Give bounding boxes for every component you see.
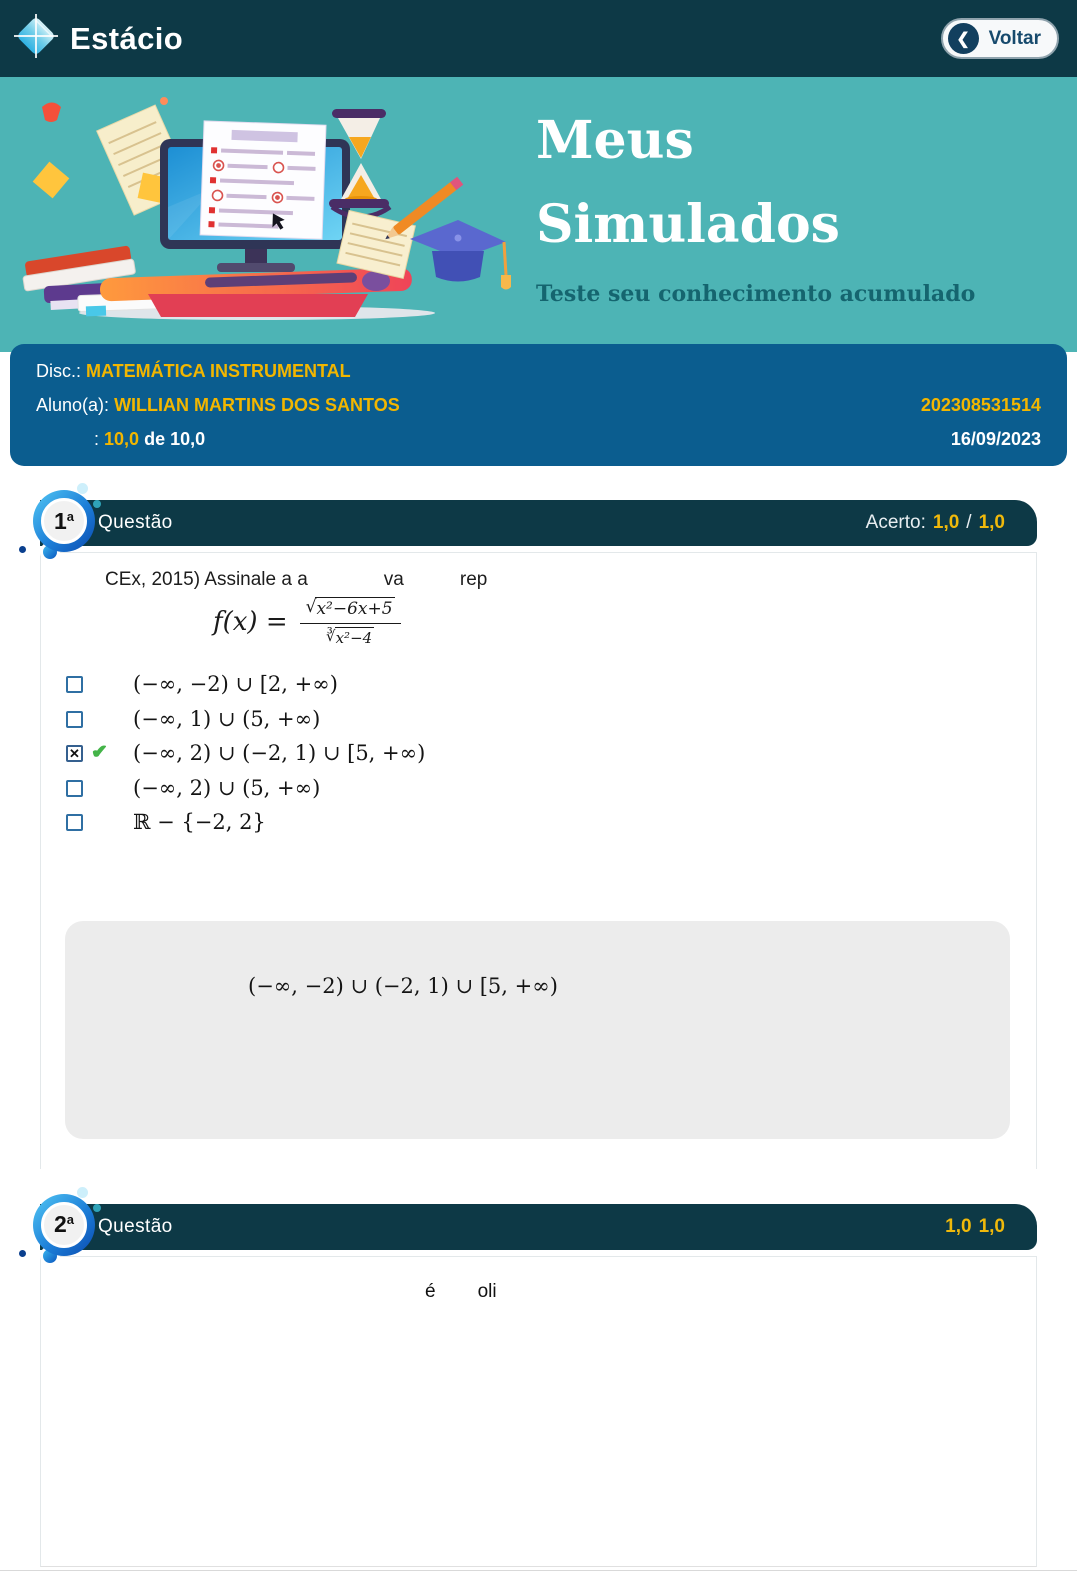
question-2-header xyxy=(40,1204,1037,1250)
question-2-title: Questão xyxy=(98,1215,173,1237)
option-text: (−∞, 2) ∪ (−2, 1) ∪ [5, +∞) xyxy=(133,741,426,765)
option-text: (−∞, 1) ∪ (5, +∞) xyxy=(133,706,321,731)
estacio-logo-icon xyxy=(12,12,60,65)
page-title: Meus Simulados xyxy=(536,110,840,256)
exam-info-bar xyxy=(10,344,1067,466)
badge-bubble-icon xyxy=(19,1250,26,1257)
exam-date: 16/09/2023 xyxy=(950,429,1041,449)
question-2-prompt: é oli xyxy=(425,1280,497,1302)
question-1-number-badge: 1 $^a$ xyxy=(27,482,107,564)
question-2-score: 1,0 1,0 xyxy=(945,1215,1005,1237)
registration-number: 202308531514 xyxy=(920,395,1041,415)
answer-explanation-box xyxy=(65,921,1010,1139)
student-name: WILLIAN MARTINS DOS SANTOS xyxy=(114,395,400,415)
brand-name: Estácio xyxy=(70,20,184,56)
badge-bubble-icon xyxy=(93,500,101,508)
option-checkbox[interactable] xyxy=(66,814,83,831)
option-row xyxy=(41,740,1036,775)
question-1-title: Questão xyxy=(98,512,173,533)
page-subtitle: Teste seu conhecimento acumulado xyxy=(536,281,976,308)
top-navbar xyxy=(0,0,1077,77)
question-1-header xyxy=(40,500,1037,546)
score-value: 10,0 xyxy=(104,429,140,449)
back-chevron-icon: ❮ xyxy=(948,23,979,54)
question-2-number-badge: 2 $^a$ xyxy=(27,1186,107,1268)
option-row xyxy=(41,671,1036,706)
brand xyxy=(12,12,183,65)
option-text: ℝ − {−2, 2} xyxy=(133,810,266,834)
hero-illustration xyxy=(12,87,512,334)
discipline-value: MATEMÁTICA INSTRUMENTAL xyxy=(86,361,351,381)
option-text: (−∞, 2) ∪ (5, +∞) xyxy=(133,775,321,800)
question-1-options xyxy=(41,671,1036,844)
question-1-section xyxy=(40,500,1037,1169)
option-row xyxy=(41,809,1036,844)
square-root-icon: √ xyxy=(305,597,317,617)
question-1-body xyxy=(40,552,1037,1169)
badge-bubble-icon xyxy=(93,1204,101,1212)
hero-banner xyxy=(0,77,1077,352)
cube-root-icon: ∛ xyxy=(326,627,336,645)
question-1-formula: f(x) = √ x²−6x+5 ∛ x²−4 xyxy=(41,591,1036,647)
correct-answer-text: (−∞, −2) ∪ (−2, 1) ∪ [5, +∞) xyxy=(248,973,558,998)
option-checkbox-checked[interactable]: ✕ xyxy=(66,745,83,762)
discipline: Disc.: MATEMÁTICA INSTRUMENTAL xyxy=(36,361,351,381)
badge-bubble-icon xyxy=(19,546,26,553)
question-2-section xyxy=(40,1204,1037,1567)
student: Aluno(a): WILLIAN MARTINS DOS SANTOS xyxy=(36,395,400,415)
exam-score: : 10,0 de 10,0 xyxy=(94,429,206,449)
question-1-score: Acerto: 1,0 / 1,0 xyxy=(865,512,1005,533)
option-row xyxy=(41,775,1036,810)
question-1-prompt: CEx, 2015) Assinale a a va rep xyxy=(105,569,488,590)
option-row xyxy=(41,706,1036,741)
option-checkbox[interactable] xyxy=(66,780,83,797)
correct-check-icon: ✔ xyxy=(91,742,107,763)
option-text: (−∞, −2) ∪ [2, +∞) xyxy=(133,672,338,696)
option-checkbox[interactable] xyxy=(66,676,83,693)
back-button-label: Voltar xyxy=(988,27,1041,49)
back-button[interactable] xyxy=(941,18,1059,59)
option-checkbox[interactable] xyxy=(66,711,83,728)
question-2-body xyxy=(40,1256,1037,1567)
